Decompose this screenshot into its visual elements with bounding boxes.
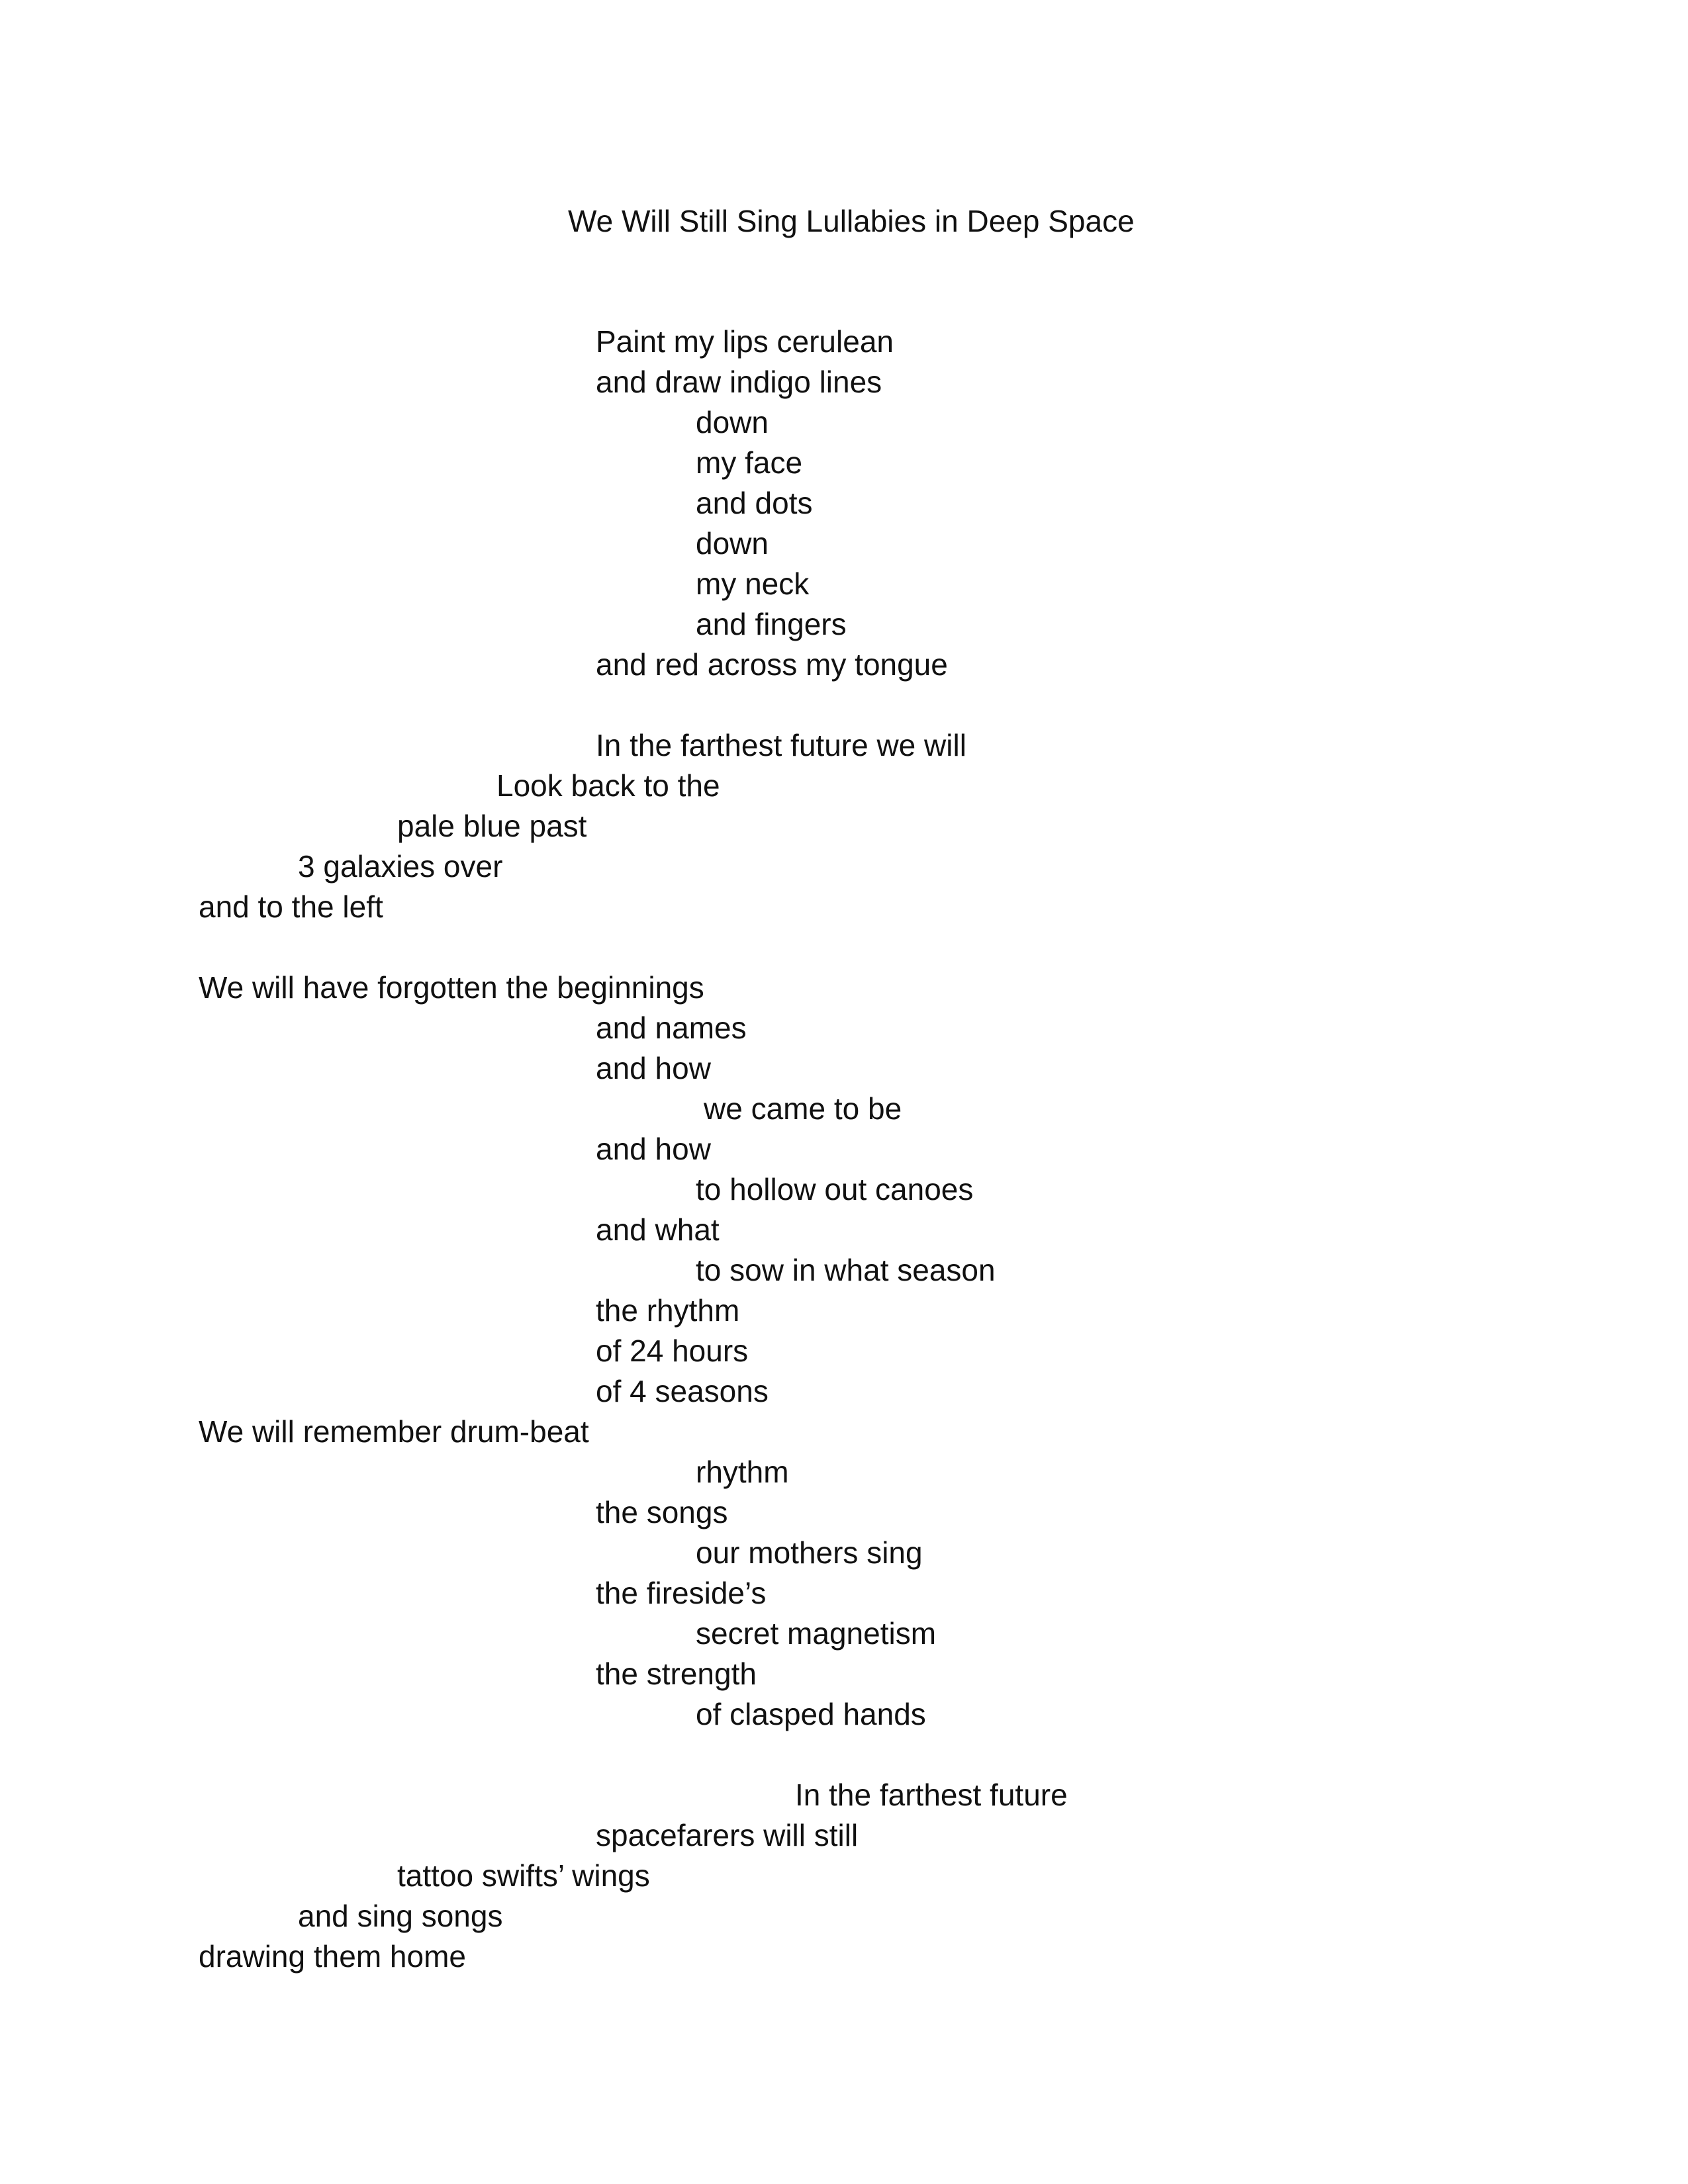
poem-line: and red across my tongue bbox=[596, 647, 948, 682]
poem-line: and fingers bbox=[696, 607, 847, 641]
poem-line: tattoo swifts’ wings bbox=[397, 1858, 650, 1893]
poem-line: and names bbox=[596, 1011, 747, 1045]
poem-line: and what bbox=[596, 1212, 720, 1247]
poem-line: of 24 hours bbox=[596, 1334, 749, 1368]
poem-line: pale blue past bbox=[397, 809, 587, 843]
poem-line: my neck bbox=[696, 567, 810, 601]
poem-line: and to the left bbox=[199, 889, 383, 924]
poem-line: our mothers sing bbox=[696, 1535, 923, 1570]
poem-line: We will remember drum-beat bbox=[199, 1414, 589, 1449]
poem-title: We Will Still Sing Lullabies in Deep Space bbox=[568, 204, 1135, 238]
poem-line: my face bbox=[696, 445, 803, 480]
poem-line: down bbox=[696, 405, 769, 439]
poem-line: Paint my lips cerulean bbox=[596, 324, 894, 359]
poem-line: Look back to the bbox=[496, 768, 720, 803]
poem-line: spacefarers will still bbox=[596, 1818, 859, 1852]
poem-line: of clasped hands bbox=[696, 1697, 926, 1731]
poem-line: of 4 seasons bbox=[596, 1374, 769, 1408]
poem-line: secret magnetism bbox=[696, 1616, 937, 1651]
poem-line: we came to be bbox=[704, 1091, 902, 1126]
poem-line: to sow in what season bbox=[696, 1253, 996, 1287]
poem-line: and dots bbox=[696, 486, 813, 520]
poem-line: and how bbox=[596, 1132, 711, 1166]
poem-line: and how bbox=[596, 1051, 711, 1085]
poem-line: to hollow out canoes bbox=[696, 1172, 974, 1206]
poem-line: drawing them home bbox=[199, 1939, 466, 1974]
poem-line: and sing songs bbox=[298, 1899, 503, 1933]
poem-line: In the farthest future we will bbox=[596, 728, 966, 762]
poem-line: the fireside’s bbox=[596, 1576, 767, 1610]
poem-line: In the farthest future bbox=[795, 1778, 1068, 1812]
poem-line: the rhythm bbox=[596, 1293, 740, 1328]
poem-line: rhythm bbox=[696, 1455, 789, 1489]
poem-line: We will have forgotten the beginnings bbox=[199, 970, 704, 1005]
poem-line: the strength bbox=[596, 1657, 757, 1691]
poem-line: 3 galaxies over bbox=[298, 849, 503, 884]
poem-line: and draw indigo lines bbox=[596, 365, 882, 399]
poem-line: down bbox=[696, 526, 769, 561]
poem-line: the songs bbox=[596, 1495, 728, 1529]
